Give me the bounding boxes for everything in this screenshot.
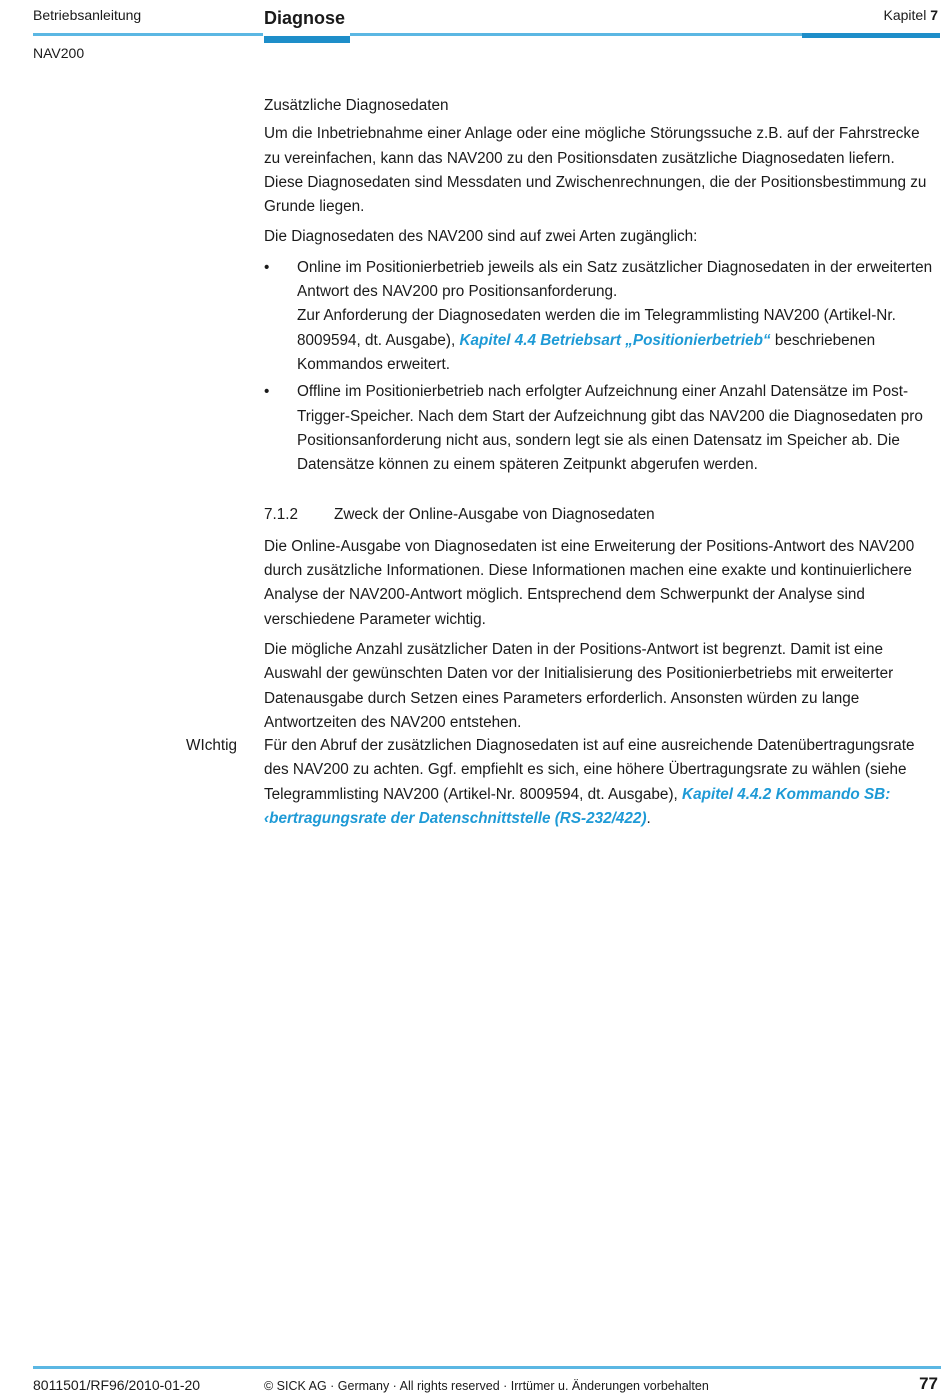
paragraph: Die mögliche Anzahl zusätzlicher Daten in der Positions-Antwort ist begrenzt. Damit ist eine Auswahl der gewünschten Daten vor der Initialisierung des Positionierbetriebs mit erweiterter Datenausgabe durch Setzen eines Parameters erforderlich. Ansonsten würden zu lange Antwortzeiten des NAV200 entstehen. — [264, 640, 894, 731]
subsection-heading — [264, 503, 938, 527]
chapter-link[interactable]: Kapitel 4.4 Betriebsart „Positionierbetrieb“ — [459, 331, 771, 349]
header-rule-left — [33, 33, 263, 36]
chapter-number: 7 — [930, 7, 938, 23]
bullet-text: Zur Anforderung der Diagnosedaten werden die im Telegrammlisting NAV200 (Artikel-Nr. 8009594, dt. Ausgabe), — [297, 307, 896, 349]
paragraph-text: -Ausgabe von Diagnosedaten ist eine Erweiterung der Positions-Antwort des NAV200 durch zusätzliche Informationen. Diese Informationen machen eine exakte und kontinuierlichere Analyse der NAV200-Antwort möglich. Entsprechend dem Schwerpunkt der Analyse sind verschiedene Parameter wichtig. — [264, 537, 915, 628]
subsection-number: 7.1.2 — [264, 506, 299, 524]
page-number: 77 — [919, 1374, 938, 1393]
bullet-icon: • — [264, 258, 270, 276]
list-item — [264, 380, 938, 477]
note-label: WIchtig — [186, 737, 237, 754]
doc-id: 8011501/RF96/2010-01-20 — [33, 1377, 201, 1393]
main-content — [264, 94, 938, 741]
header-doc-type: Betriebsanleitung — [33, 7, 142, 23]
section-heading: Zusätzliche Diagnosedaten — [264, 97, 449, 114]
product-name: NAV200 — [33, 45, 85, 61]
note-text — [264, 734, 938, 831]
page-title: Diagnose — [264, 8, 346, 28]
note-end: . — [646, 809, 651, 827]
chapter-indicator — [884, 7, 939, 23]
note-body: Für den Abruf der zusätzlichen Diagnosedaten ist auf eine ausreichende Datenübertragungsrate des NAV200 zu achten. Ggf. empfiehlt es sich, eine höhere Übertragungsrate zu wählen (siehe Telegrammlisting NAV200 (Artikel-Nr. 8009594, dt. Ausgabe), — [264, 737, 915, 803]
paragraph-bold: Online — [291, 537, 336, 555]
bullet-text: im Positionierbetrieb nach erfolgter Aufzeichnung einer Anzahl Datensätze im Post-Trigger-Speicher. Nach dem Start der Aufzeichnung gibt das NAV200 die Diagnosedaten pro Positionsanforderung nicht aus, sondern legt sie als einen Datensatz im Speicher ab. Die Datensätze können zu einem späteren Zeitpunkt abgerufen werden. — [297, 383, 923, 474]
bullet-icon: • — [264, 383, 270, 401]
access-list — [264, 256, 938, 478]
header-rule-title — [264, 36, 350, 43]
bullet-text: beschriebenen Kommandos erweitert. — [297, 331, 876, 373]
bullet-bold: Offline — [297, 383, 341, 401]
footer-rule — [33, 1366, 941, 1369]
bullet-text: im Positionierbetrieb jeweils als ein Satz zusätzlicher Diagnosedaten in der erweiterten Antwort des NAV200 pro Positionsanforderung. — [297, 258, 933, 301]
paragraph — [264, 535, 938, 632]
paragraph-text: Die — [264, 537, 292, 555]
subsection-title: Zweck der Online-Ausgabe von Diagnosedaten — [334, 506, 655, 524]
header-rule-right — [802, 33, 940, 38]
copyright: © SICK AG · Germany · All rights reserved · Irrtümer u. Änderungen vorbehalten — [264, 1379, 709, 1393]
chapter-label: Kapitel — [883, 7, 927, 23]
note-link[interactable]: Kapitel 4.4.2 Kommando SB: ‹bertragungsrate der Datenschnittstelle (RS-232/422) — [264, 785, 891, 827]
paragraph: Die Diagnosedaten des NAV200 sind auf zwei Arten zugänglich: — [264, 228, 698, 246]
header-rule-middle — [350, 33, 802, 36]
paragraph: Um die Inbetriebnahme einer Anlage oder eine mögliche Störungssuche z.B. auf der Fahrstrecke zu vereinfachen, kann das NAV200 zu den Positionsdaten zusätzliche Diagnosedaten liefern. Diese Diagnosedaten sind Messdaten und Zwischenrechnungen, die der Positionsbestimmung zu Grunde liegen. — [264, 125, 927, 216]
list-item — [264, 256, 938, 377]
bullet-bold: Online — [297, 258, 342, 276]
